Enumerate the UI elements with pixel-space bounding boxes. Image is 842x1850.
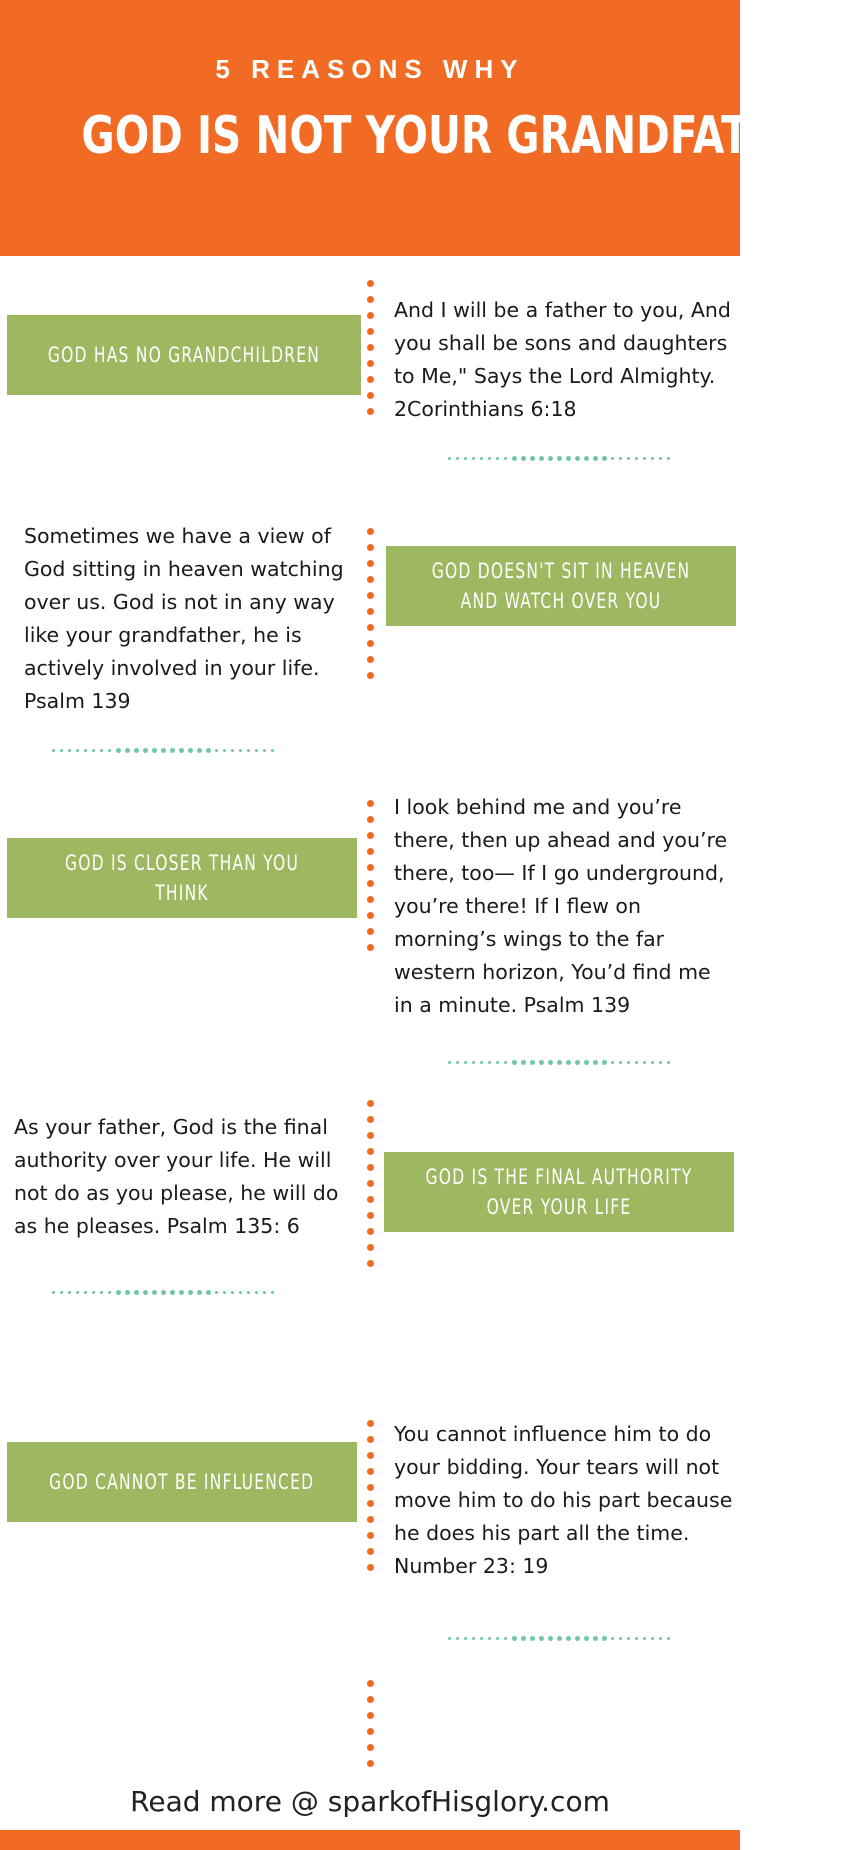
reason-heading-2: GOD DOESN'T SIT IN HEAVEN AND WATCH OVER YOU xyxy=(386,546,736,626)
dotted-separator-4 xyxy=(52,1282,282,1288)
reason-text-1: And I will be a father to you, And you shall be sons and daughters to Me," Says the Lord Almighty. 2Corinthians 6:18 xyxy=(394,298,731,421)
reason-heading-3: GOD IS CLOSER THAN YOU THINK xyxy=(7,838,357,918)
header-title: GOD IS NOT YOUR GRANDFATHER xyxy=(81,106,842,166)
dotted-separator-5 xyxy=(448,1628,678,1634)
bottom-bar xyxy=(0,1830,740,1850)
reason-text-4: As your father, God is the final authority over your life. He will not do as you please, he will do as he pleases. Psalm 135: 6 xyxy=(14,1115,339,1238)
reason-heading-1: GOD HAS NO GRANDCHILDREN xyxy=(7,315,361,395)
vertical-divider-4 xyxy=(367,1100,375,1276)
dotted-separator-3 xyxy=(448,1052,678,1058)
reason-heading-4: GOD IS THE FINAL AUTHORITY OVER YOUR LIFE xyxy=(384,1152,734,1232)
header-banner xyxy=(0,0,842,256)
vertical-divider-5 xyxy=(367,1420,375,1580)
vertical-divider-2 xyxy=(367,528,375,688)
reason-heading-5: GOD CANNOT BE INFLUENCED xyxy=(7,1442,357,1522)
reason-text-2: Sometimes we have a view of God sitting in heaven watching over us. God is not in any way like your grandfather, he is actively involved in your life. Psalm 139 xyxy=(24,524,344,713)
reason-text-3: I look behind me and you’re there, then up ahead and you’re there, too— If I go underground, you’re there! If I flew on morning’s wings to the far western horizon, You’d find me in a minute. Psalm 139 xyxy=(394,795,728,1017)
vertical-divider-1 xyxy=(367,280,375,424)
reason-text-5: You cannot influence him to do your bidding. Your tears will not move him to do his part because he does his part all the time. Number 23: 19 xyxy=(394,1422,733,1578)
read-more-link[interactable]: Read more @ sparkofHisglory.com xyxy=(130,1785,610,1818)
dotted-separator-2 xyxy=(52,740,282,746)
dotted-separator-1 xyxy=(448,448,678,454)
vertical-divider-3 xyxy=(367,800,375,960)
header-subtitle: 5 REASONS WHY xyxy=(215,54,525,84)
vertical-divider-end xyxy=(367,1680,375,1776)
